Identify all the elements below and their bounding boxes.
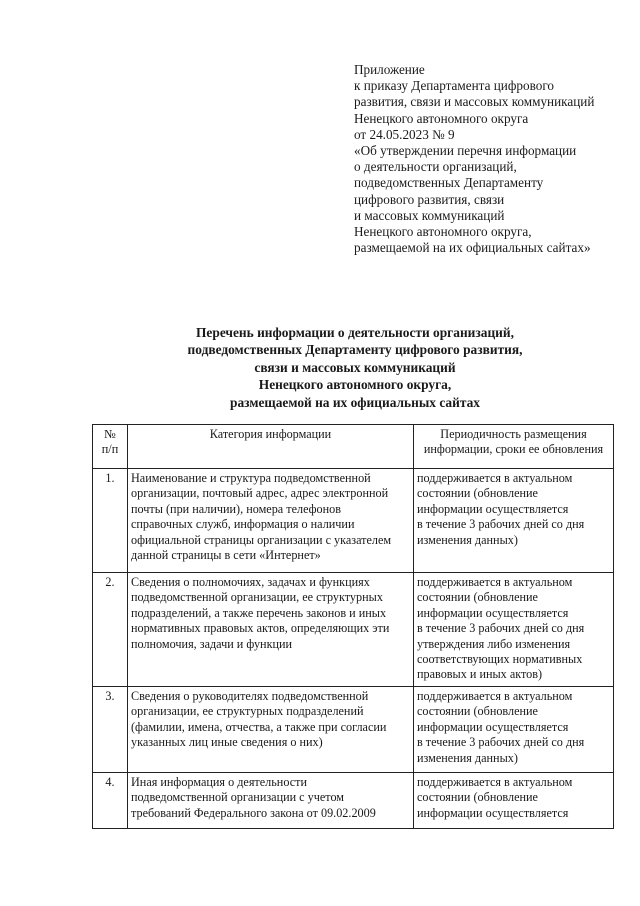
appendix-line: развития, связи и массовых коммуникаций: [354, 94, 595, 110]
header-number: [93, 425, 128, 469]
header-periodicity-line: Периодичность размещения: [440, 427, 587, 441]
row-category: [128, 773, 414, 829]
table-row: [93, 687, 614, 773]
appendix-line: «Об утверждении перечня информации: [354, 143, 577, 159]
header-periodicity: [414, 425, 614, 469]
category-line: данной страницы в сети «Интернет»: [131, 548, 321, 563]
title-line: Ненецкого автономного округа,: [258, 377, 452, 393]
category-line: организации, почтовый адрес, адрес электронной: [131, 486, 389, 501]
table-row: [93, 573, 614, 687]
periodicity-line: поддерживается в актуальном: [417, 775, 573, 789]
category-line: Иная информация о деятельности: [131, 775, 307, 789]
appendix-line: Ненецкого автономного округа,: [354, 224, 532, 240]
periodicity-line: состоянии (обновление: [417, 486, 538, 501]
appendix-line: размещаемой на их официальных сайтах»: [354, 240, 591, 256]
category-line: Наименование и структура подведомственной: [131, 471, 371, 485]
category-line: Сведения о руководителях подведомственной: [131, 689, 369, 703]
periodicity-line: состоянии (обновление: [417, 704, 538, 719]
periodicity-line: поддерживается в актуальном: [417, 575, 573, 589]
periodicity-line: информации осуществляется: [417, 605, 569, 620]
row-periodicity: [414, 469, 614, 573]
appendix-line: от 24.05.2023 № 9: [354, 126, 455, 142]
header-number-line: №: [104, 427, 116, 441]
category-line: указанных лиц иные сведения о них): [131, 735, 323, 750]
appendix-line: о деятельности организаций,: [354, 159, 517, 175]
header-number-line: п/п: [101, 442, 119, 457]
periodicity-line: в течение 3 рабочих дней со дня: [417, 735, 585, 750]
category-line: Сведения о полномочиях, задачах и функциях: [131, 575, 370, 589]
periodicity-line: изменения данных): [417, 750, 518, 765]
periodicity-line: состоянии (обновление: [417, 590, 538, 605]
appendix-line: Ненецкого автономного округа: [354, 110, 529, 126]
row-category: [128, 469, 414, 573]
appendix-line: Приложение: [354, 62, 425, 77]
category-line: официальной страницы организации с указателем: [131, 532, 392, 547]
header-category: [128, 425, 414, 469]
category-line: подведомственной организации с учетом: [131, 790, 345, 805]
title-line: подведомственных Департаменту цифрового развития,: [187, 342, 523, 358]
table-row: [93, 773, 614, 829]
periodicity-line: информации осуществляется: [417, 719, 569, 734]
row-number: 2.: [93, 573, 128, 687]
appendix-line: и массовых коммуникаций: [354, 207, 505, 223]
category-line: почты (при наличии), номера телефонов: [131, 501, 341, 516]
appendix-line: подведомственных Департаменту: [354, 175, 544, 191]
category-line: полномочия, задачи и функции: [131, 636, 293, 651]
category-line: требований Федерального закона от 09.02.2009: [131, 805, 376, 820]
periodicity-line: утверждения либо изменения: [417, 636, 571, 651]
periodicity-line: в течение 3 рабочих дней со дня: [417, 621, 585, 636]
periodicity-line: изменения данных): [417, 532, 518, 547]
category-line: подразделений, а также перечень законов и иных: [131, 605, 387, 620]
periodicity-line: поддерживается в актуальном: [417, 689, 573, 703]
row-category: [128, 573, 414, 687]
document-title: [100, 324, 610, 411]
periodicity-line: поддерживается в актуальном: [417, 471, 573, 485]
row-category: [128, 687, 414, 773]
periodicity-line: информации осуществляется: [417, 501, 569, 516]
title-line: Перечень информации о деятельности организаций,: [196, 325, 514, 340]
appendix-block: [354, 62, 634, 256]
periodicity-line: состоянии (обновление: [417, 790, 538, 805]
appendix-line: к приказу Департамента цифрового: [354, 78, 554, 94]
row-number: 1.: [93, 469, 128, 573]
header-periodicity-line: информации, сроки ее обновления: [423, 442, 604, 457]
category-line: (фамилии, имена, отчества, а также при согласии: [131, 719, 387, 734]
periodicity-line: в течение 3 рабочих дней со дня: [417, 517, 585, 532]
table-row: [93, 469, 614, 573]
title-line: связи и массовых коммуникаций: [254, 359, 456, 375]
table-header-row: [93, 425, 614, 469]
header-category-line: Категория информации: [209, 427, 332, 441]
row-periodicity: [414, 773, 614, 829]
row-number: 4.: [93, 773, 128, 829]
category-line: подведомственной организации, ее структурных: [131, 590, 383, 605]
appendix-line: цифрового развития, связи: [354, 191, 505, 207]
periodicity-line: правовых и иных актов): [417, 667, 543, 682]
row-periodicity: [414, 573, 614, 687]
information-table: [92, 424, 614, 829]
title-line: размещаемой на их официальных сайтах: [230, 394, 480, 410]
periodicity-line: информации осуществляется: [417, 805, 569, 820]
category-line: справочных служб, информация о наличии: [131, 517, 355, 532]
row-number: 3.: [93, 687, 128, 773]
periodicity-line: соответствующих нормативных: [417, 652, 583, 667]
category-line: нормативных правовых актов, определяющих эти: [131, 621, 390, 636]
category-line: организации, ее структурных подразделений: [131, 704, 364, 719]
row-periodicity: [414, 687, 614, 773]
